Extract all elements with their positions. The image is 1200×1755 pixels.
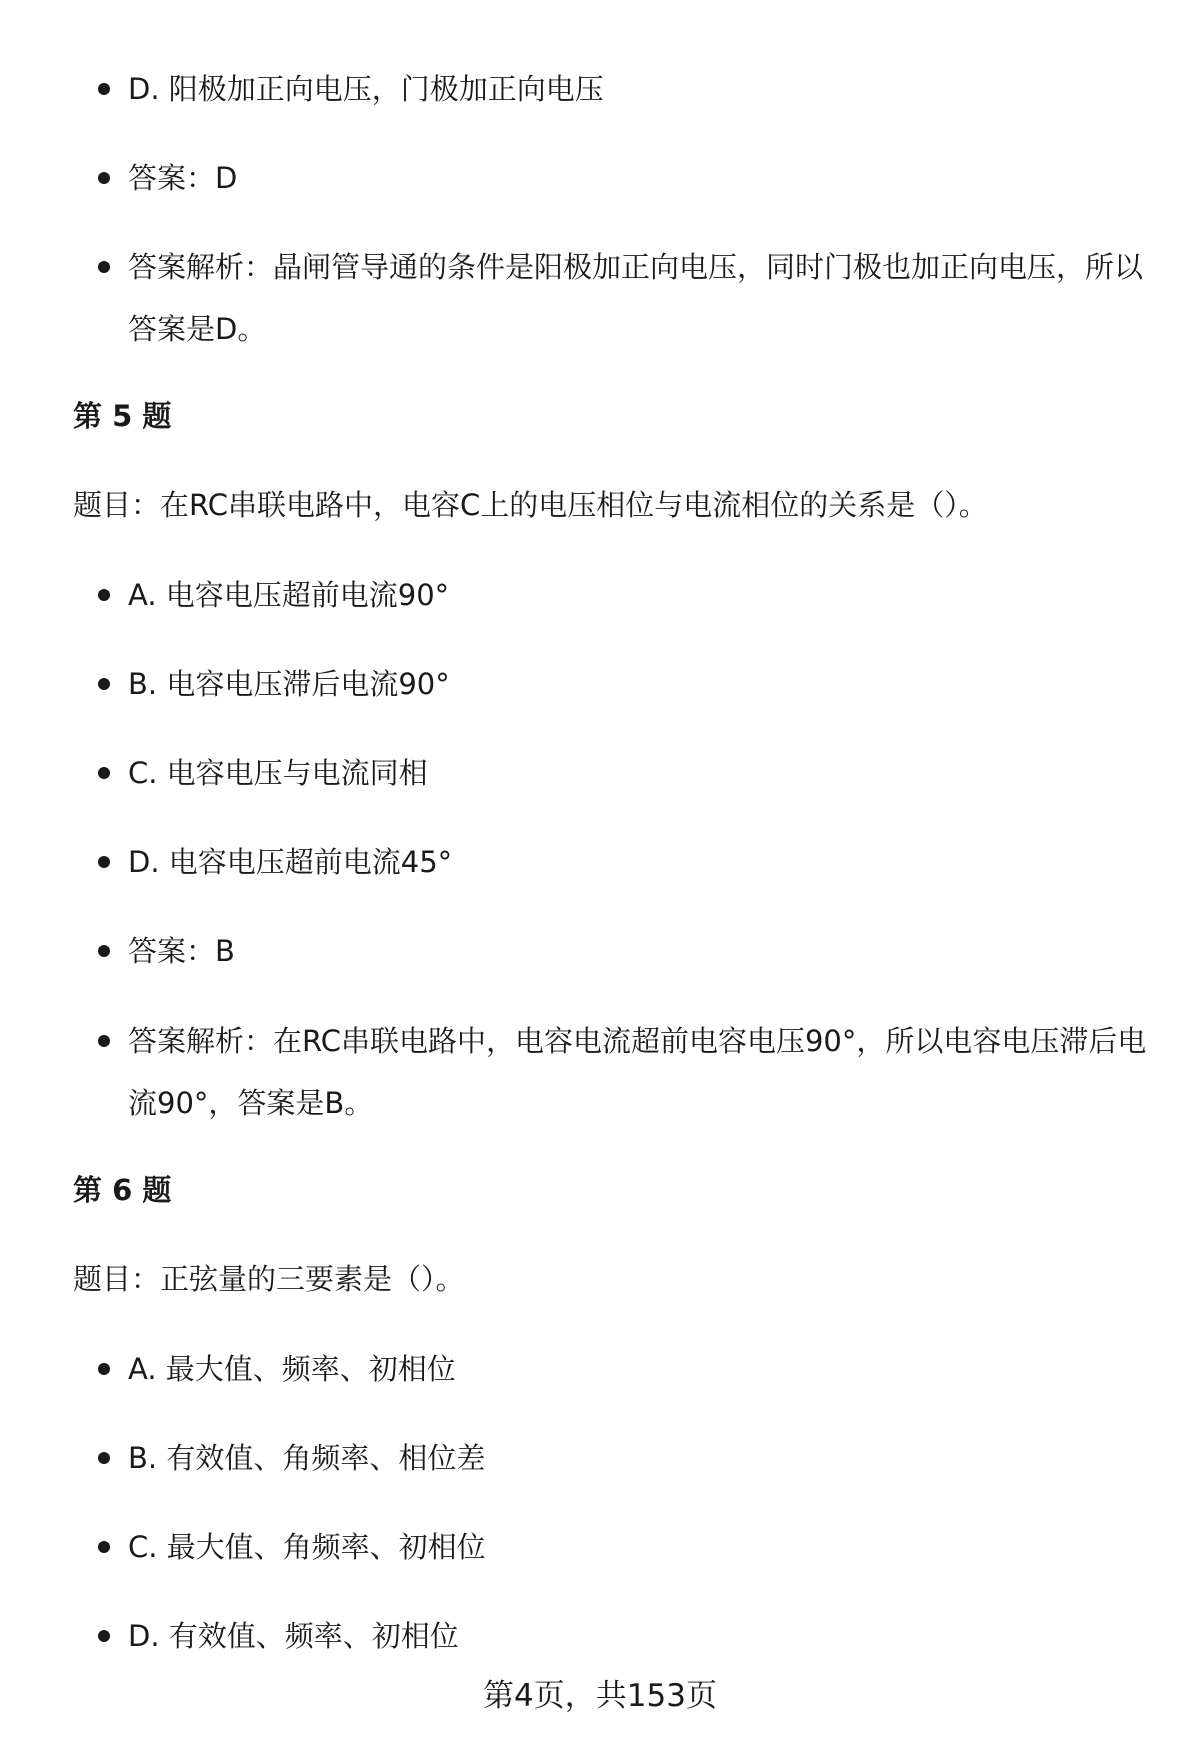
q5-option-a: A. 电容电压超前电流90° bbox=[128, 564, 1148, 626]
option-d-prev: D. 阳极加正向电压，门极加正向电压 bbox=[128, 58, 1148, 120]
question-6-heading: 第 6 题 bbox=[73, 1173, 172, 1207]
q6-option-b: B. 有效值、角频率、相位差 bbox=[128, 1427, 1148, 1489]
question-6-text: 题目：正弦量的三要素是（）。 bbox=[73, 1262, 465, 1296]
q5-option-d: D. 电容电压超前电流45° bbox=[128, 831, 1148, 893]
q5-explanation: 答案解析：在RC串联电路中，电容电流超前电容电压90°，所以电容电压滞后电流90°，答案是B。 bbox=[128, 1010, 1148, 1134]
q5-option-c: C. 电容电压与电流同相 bbox=[128, 742, 1148, 804]
q5-answer: 答案：B bbox=[128, 920, 1148, 982]
q6-option-a: A. 最大值、频率、初相位 bbox=[128, 1338, 1148, 1400]
q5-option-b: B. 电容电压滞后电流90° bbox=[128, 653, 1148, 715]
q6-option-c: C. 最大值、角频率、初相位 bbox=[128, 1516, 1148, 1578]
question-5-text: 题目：在RC串联电路中，电容C上的电压相位与电流相位的关系是（）。 bbox=[73, 488, 988, 522]
answer-prev: 答案：D bbox=[128, 147, 1148, 209]
page-number-footer: 第4页，共153页 bbox=[483, 1678, 717, 1714]
explanation-prev: 答案解析：晶闸管导通的条件是阳极加正向电压，同时门极也加正向电压，所以答案是D。 bbox=[128, 236, 1148, 360]
q6-option-d: D. 有效值、频率、初相位 bbox=[128, 1605, 1148, 1667]
question-5-heading: 第 5 题 bbox=[73, 399, 172, 433]
